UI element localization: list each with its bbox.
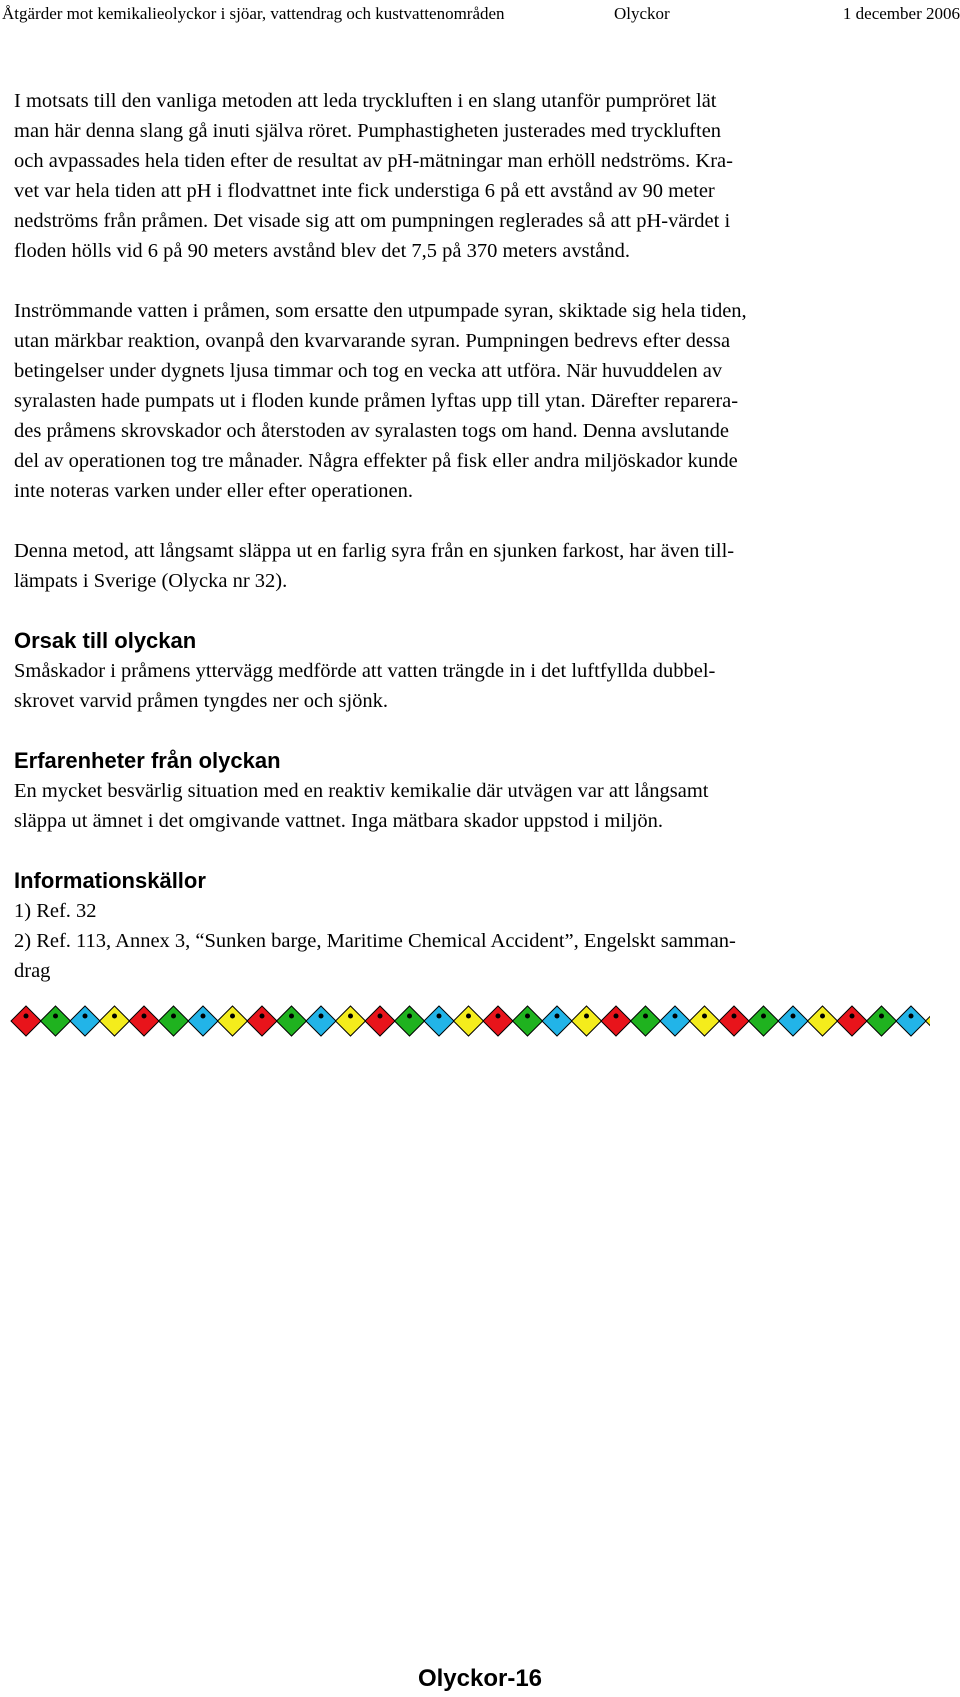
hazard-diamond-icon [247,1006,277,1036]
section-text-cause [14,656,930,716]
hazard-diamond-icon [660,1006,690,1036]
hazard-diamond-strip [10,1004,930,1038]
hazard-diamond-icon [11,1006,41,1036]
text-line: Denna metod, att långsamt släppa ut en farlig syra från en sjunken farkost, har även till- [14,540,735,562]
hazard-diamond-icon [719,1006,749,1036]
text-line: I motsats till den vanliga metoden att leda tryckluften i en slang utanför pumpröret lät [14,90,717,112]
document-body [14,86,930,986]
hazard-diamond-icon [70,1006,100,1036]
page-number: Olyckor-16 [417,1665,543,1692]
section-heading-experience: Erfarenheter från olyckan [14,748,281,773]
header-section: Olyckor [614,4,670,23]
section-heading-cause: Orsak till olyckan [14,628,197,653]
section-text-experience [14,776,930,836]
hazard-diamond-icon [306,1006,336,1036]
hazard-diamond-icon [41,1006,71,1036]
hazard-diamond-icon [778,1006,808,1036]
text-line: En mycket besvärlig situation med en reaktiv kemikalie där utvägen var att långsamt [14,780,709,802]
hazard-diamond-icon [277,1006,307,1036]
hazard-diamond-icon [837,1006,867,1036]
reference-item: 1) Ref. 32 [14,900,97,922]
text-line: lämpats i Sverige (Olycka nr 32). [14,570,288,592]
hazard-diamond-icon [336,1006,366,1036]
hazard-diamond-icon [926,1006,931,1036]
hazard-diamond-icon [159,1006,189,1036]
text-line: vet var hela tiden att pH i flodvattnet inte fick understiga 6 på ett avstånd av 90 meter [14,180,715,202]
hazard-diamond-icon [129,1006,159,1036]
paragraph-3 [14,536,930,596]
text-line: släppa ut ämnet i det omgivande vattnet. Inga mätbara skador uppstod i miljön. [14,810,664,832]
text-line: inte noteras varken under eller efter operationen. [14,480,413,502]
header-title: Åtgärder mot kemikalieolyckor i sjöar, vattendrag och kustvattenområden [2,4,505,23]
hazard-diamond-icon [808,1006,838,1036]
text-line: Småskador i pråmens yttervägg medförde att vatten trängde in i det luftfyllda dubbel- [14,660,716,682]
hazard-diamond-icon [631,1006,661,1036]
paragraph-1 [14,86,930,266]
text-line: des pråmens skrovskador och återstoden av syralasten togs om hand. Denna avslutande [14,420,730,442]
section-text-sources [14,896,930,986]
hazard-diamond-icon [601,1006,631,1036]
text-line: del av operationen tog tre månader. Några effekter på fisk eller andra miljöskador kunde [14,450,738,472]
text-line: Inströmmande vatten i pråmen, som ersatte den utpumpade syran, skiktade sig hela tiden, [14,300,747,322]
text-line: man här denna slang gå inuti själva röret. Pumphastigheten justerades med tryckluften [14,120,722,142]
reference-item: drag [14,960,51,982]
hazard-diamond-icon [896,1006,926,1036]
hazard-diamond-icon [100,1006,130,1036]
hazard-diamond-icon [365,1006,395,1036]
text-line: skrovet varvid pråmen tyngdes ner och sjönk. [14,690,389,712]
page-header [0,4,960,28]
hazard-diamond-icon [454,1006,484,1036]
text-line: och avpassades hela tiden efter de resultat av pH-mätningar man erhöll nedströms. Kra- [14,150,733,172]
hazard-diamond-icon [513,1006,543,1036]
text-line: syralasten hade pumpats ut i floden kunde pråmen lyftas upp till ytan. Därefter reparera- [14,390,739,412]
header-date: 1 december 2006 [842,4,960,23]
hazard-diamond-icon [395,1006,425,1036]
hazard-diamond-icon [749,1006,779,1036]
hazard-diamond-icon [542,1006,572,1036]
hazard-diamond-icon [424,1006,454,1036]
text-line: betingelser under dygnets ljusa timmar och tog en vecka att utföra. När huvuddelen av [14,360,723,382]
text-line: nedströms från pråmen. Det visade sig att om pumpningen reglerades så att pH-värdet i [14,210,731,232]
reference-item: 2) Ref. 113, Annex 3, “Sunken barge, Maritime Chemical Accident”, Engelskt samman- [14,930,736,952]
hazard-diamond-icon [572,1006,602,1036]
text-line: floden hölls vid 6 på 90 meters avstånd blev det 7,5 på 370 meters avstånd. [14,240,631,262]
text-line: utan märkbar reaktion, ovanpå den kvarvarande syran. Pumpningen bedrevs efter dessa [14,330,731,352]
hazard-diamond-icon [218,1006,248,1036]
hazard-diamond-icon [483,1006,513,1036]
hazard-diamond-icon [867,1006,897,1036]
paragraph-2 [14,296,930,506]
hazard-diamond-border [10,1004,930,1038]
hazard-diamond-icon [690,1006,720,1036]
section-heading-sources: Informationskällor [14,868,206,893]
hazard-diamond-icon [188,1006,218,1036]
